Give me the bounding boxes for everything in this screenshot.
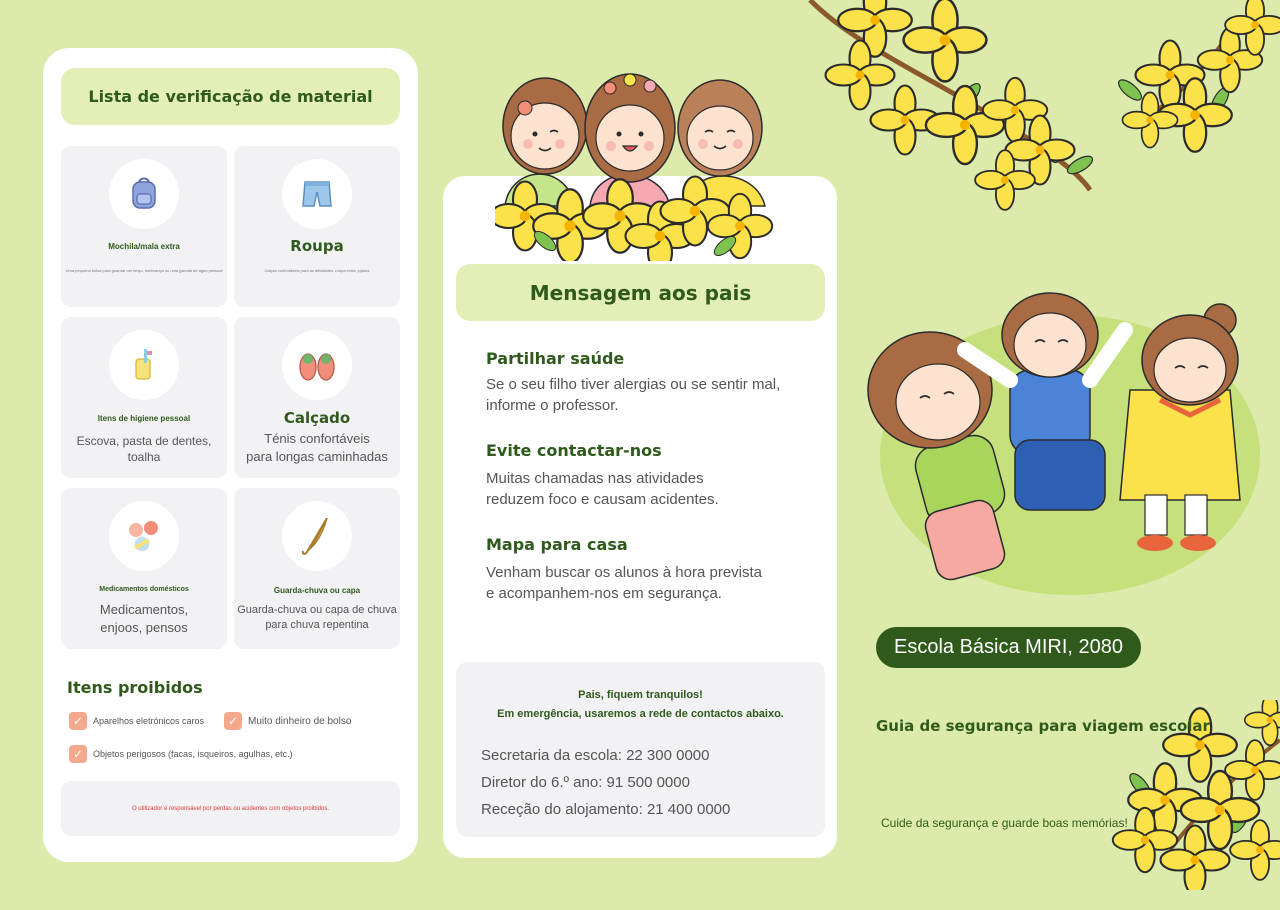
message-section-body: Muitas chamadas nas atividades reduzem foco e causam acidentes.: [486, 470, 719, 508]
checklist-item-title: Mochila/mala extra: [108, 242, 180, 251]
checklist-card-shoes: [234, 317, 400, 478]
checklist-item-title: Calçado: [283, 409, 351, 427]
backpack-icon: [124, 174, 164, 214]
contact-note: Pais, fiquem tranquilos! Em emergência, usaremos a rede de contactos abaixo.: [497, 689, 784, 720]
pills-icon: [122, 516, 166, 556]
checklist-item-title: Itens de higiene pessoal: [97, 414, 191, 423]
checklist-item-desc: Guarda-chuva ou capa de chuva para chuva repentina: [237, 604, 397, 631]
checklist-item-title: Roupa: [290, 237, 344, 255]
prohibited-item-label: Muito dinheiro de bolso: [248, 715, 352, 727]
message-section-title: Partilhar saúde: [486, 349, 625, 368]
forsythia-branch-top-illustration: [800, 0, 1280, 215]
message-section-title: Mapa para casa: [486, 535, 628, 554]
message-panel: [443, 176, 837, 858]
checklist-title: Lista de verificação de material: [61, 68, 400, 125]
contact-line: Secretaria da escola: 22 300 0000: [481, 747, 710, 764]
guide-title: Guia de segurança para viagem escolar: [876, 717, 1210, 735]
checkmark-icon: ✓: [69, 712, 87, 730]
message-section: [486, 349, 780, 416]
checklist-item-desc: Calças confortáveis para as atividades, roupa extra, pijama: [264, 268, 370, 273]
checklist-item-desc: Ténis confortáveis para longas caminhadas: [246, 431, 388, 464]
message-section: [486, 535, 762, 604]
checklist-card-clothes: [234, 146, 400, 307]
checklist-item-title: Medicamentos domésticos: [99, 586, 189, 593]
message-section-title: Evite contactar-nos: [486, 441, 662, 460]
shoes-icon: [295, 345, 339, 385]
contact-line: Diretor do 6.º ano: 91 500 0000: [481, 774, 690, 791]
tagline: Cuide da segurança e guarde boas memórias!: [881, 816, 1128, 830]
shorts-icon: [297, 174, 337, 214]
message-section-body: Se o seu filho tiver alergias ou se sentir mal, informe o professor.: [486, 376, 781, 414]
prohibited-disclaimer: O utilizador é responsável por perdas ou acidentes com objetos proibidos.: [61, 781, 400, 836]
message-section-body: Venham buscar os alunos à hora prevista e acompanhem-nos em segurança.: [486, 564, 762, 602]
prohibited-title: Itens proibidos: [67, 678, 203, 697]
children-lying-on-grass-illustration: [860, 290, 1260, 600]
school-name-badge: Escola Básica MIRI, 2080: [876, 627, 1141, 668]
prohibited-item-label: Aparelhos eletrónicos caros: [93, 716, 205, 726]
checklist-item-desc: Escova, pasta de dentes, toalha: [76, 434, 212, 464]
checklist-card-medicine: [61, 488, 227, 649]
checklist-card-backpack: [61, 146, 227, 307]
checklist-card-hygiene: [61, 317, 227, 478]
message-title: Mensagem aos pais: [456, 264, 825, 321]
checkmark-icon: ✓: [69, 745, 87, 763]
checklist-card-umbrella: [234, 488, 400, 649]
prohibited-item: [69, 712, 204, 730]
message-section: [486, 441, 719, 510]
contact-line: Receção do alojamento: 21 400 0000: [481, 801, 731, 818]
prohibited-item: [69, 745, 293, 763]
three-kids-flowers-illustration: [495, 66, 785, 261]
prohibited-item: [224, 712, 351, 730]
checkmark-icon: ✓: [224, 712, 242, 730]
contact-box: [456, 662, 825, 837]
umbrella-icon: [297, 514, 337, 558]
checklist-item-desc: Uma pequena bolsa para guardar um lenço, lembrança ou uma garrafa de água pessoal: [65, 268, 223, 273]
toothbrush-cup-icon: [124, 345, 164, 385]
checklist-item-desc: Medicamentos, enjoos, pensos: [99, 602, 189, 635]
prohibited-item-label: Objetos perigosos (facas, isqueiros, agulhas, etc.): [93, 749, 293, 759]
checklist-item-title: Guarda-chuva ou capa: [273, 586, 361, 595]
material-checklist-panel: [43, 48, 418, 862]
